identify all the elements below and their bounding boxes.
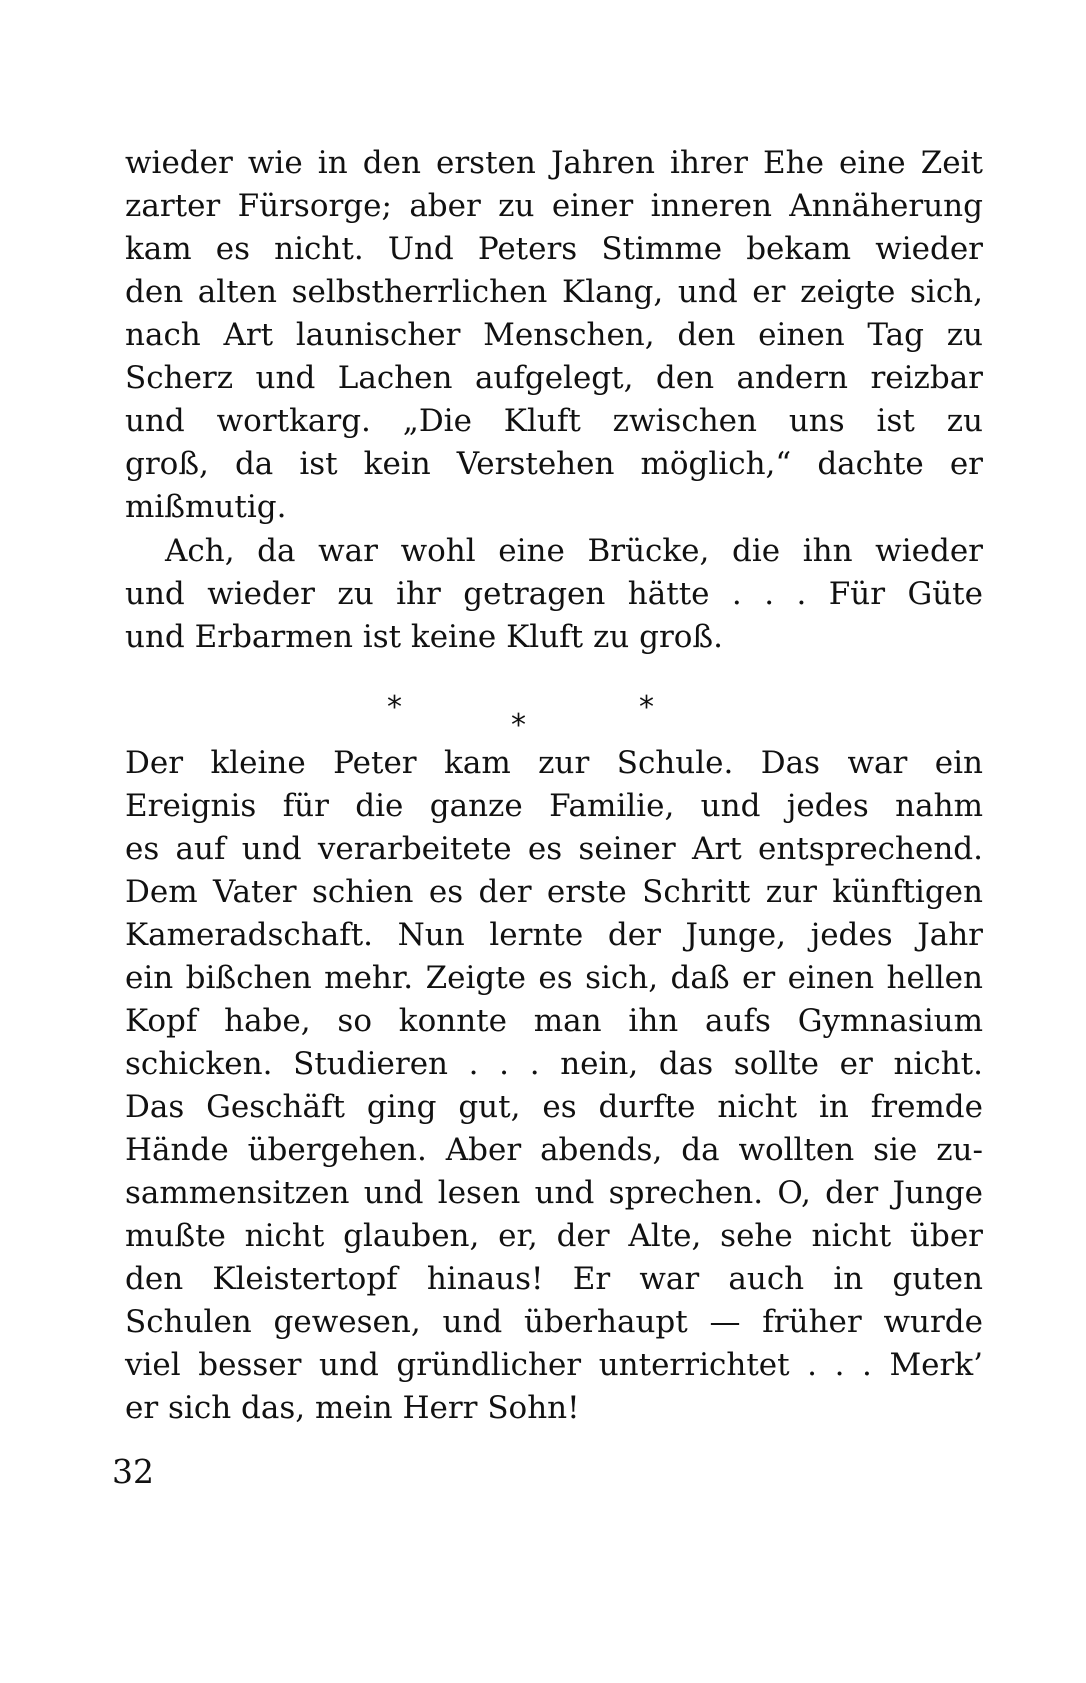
text-line: Ereignis für die ganze Familie, und jedes nahm — [125, 788, 983, 824]
paragraph-1 — [125, 142, 983, 529]
text-line: Kameradschaft. Nun lernte der Junge, jedes Jahr — [125, 917, 983, 953]
text-line: Ach, da war wohl eine Brücke, die ihn wieder — [165, 533, 983, 569]
text-line: und Erbarmen ist keine Kluft zu groß. — [125, 619, 723, 655]
text-line: groß, da ist kein Verstehen möglich,“ dachte er — [125, 446, 983, 482]
text-line: kam es nicht. Und Peters Stimme bekam wieder — [125, 231, 983, 267]
page-number: 32 — [112, 1452, 154, 1491]
text-line: Das Geschäft ging gut, es durfte nicht in fremde — [125, 1089, 983, 1125]
paragraph-2 — [125, 530, 983, 659]
text-line: es auf und verarbeitete es seiner Art entsprechend. — [125, 831, 983, 867]
section-separator — [0, 690, 1086, 743]
text-line: zarter Fürsorge; aber zu einer inneren Annäherung — [125, 188, 983, 224]
asterisk-ornament: * — [387, 690, 402, 725]
text-line: und wieder zu ihr getragen hätte . . . Für Güte — [125, 576, 983, 612]
text-line: und wortkarg. „Die Kluft zwischen uns ist zu — [125, 403, 983, 439]
text-line: den alten selbstherrlichen Klang, und er zeigte sich, — [125, 274, 983, 310]
asterisk-ornament: * — [511, 708, 526, 743]
paragraph-3 — [125, 742, 983, 1430]
text-line: sammensitzen und lesen und sprechen. O, der Junge — [125, 1175, 983, 1211]
text-line: mißmutig. — [125, 489, 287, 525]
text-line: Schulen gewesen, und überhaupt — früher wurde — [125, 1304, 983, 1340]
text-line: Kopf habe, so konnte man ihn aufs Gymnasium — [125, 1003, 983, 1039]
text-line: er sich das, mein Herr Sohn! — [125, 1390, 580, 1426]
asterisk-ornament: * — [639, 690, 654, 725]
text-line: nach Art launischer Menschen, den einen Tag zu — [125, 317, 983, 353]
text-line: Scherz und Lachen aufgelegt, den andern reizbar — [125, 360, 983, 396]
text-line: schicken. Studieren . . . nein, das sollte er nicht. — [125, 1046, 983, 1082]
text-line: mußte nicht glauben, er, der Alte, sehe nicht über — [125, 1218, 983, 1254]
text-line: den Kleistertopf hinaus! Er war auch in guten — [125, 1261, 983, 1297]
text-line: wieder wie in den ersten Jahren ihrer Ehe eine Zeit — [125, 145, 983, 181]
text-line: ein bißchen mehr. Zeigte es sich, daß er einen hellen — [125, 960, 983, 996]
text-line: Hände übergehen. Aber abends, da wollten sie zu- — [125, 1132, 983, 1168]
text-line: Dem Vater schien es der erste Schritt zur künftigen — [125, 874, 983, 910]
text-line: Der kleine Peter kam zur Schule. Das war ein — [125, 745, 983, 781]
text-line: viel besser und gründlicher unterrichtet . . . Merk’ — [125, 1347, 983, 1383]
